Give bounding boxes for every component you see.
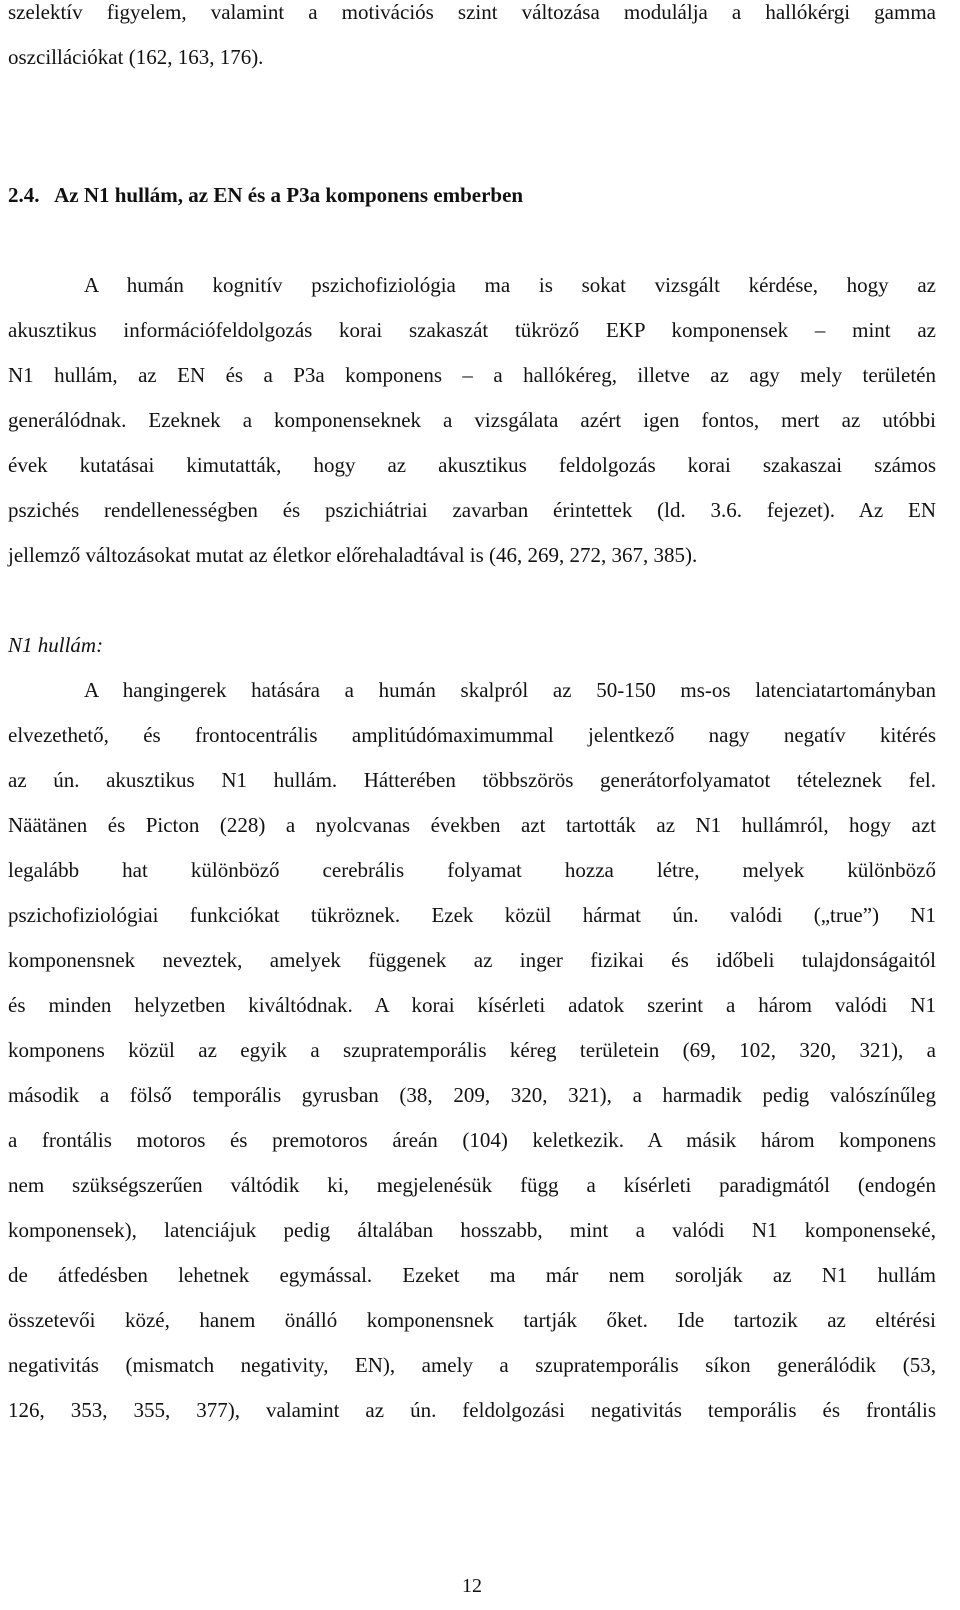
paragraph-line: A humán kognitív pszichofiziológia ma is sokat vizsgált kérdése, hogy az [84, 273, 936, 297]
paragraph-line: második a fölső temporális gyrusban (38, 209, 320, 321), a harmadik pedig valószínűleg [8, 1083, 936, 1107]
section-number: 2.4. [8, 183, 40, 207]
paragraph-line: és minden helyzetben kiváltódnak. A korai kísérleti adatok szerint a három valódi N1 [8, 993, 936, 1017]
intro-line: oszcillációkat (162, 163, 176). [8, 45, 264, 69]
paragraph-line: jellemző változásokat mutat az életkor előrehaladtával is (46, 269, 272, 367, 385). [8, 543, 698, 567]
paragraph-line: N1 hullám, az EN és a P3a komponens – a hallókéreg, illetve az agy mely területén [8, 363, 936, 387]
paragraph-line: komponensnek neveztek, amelyek függenek az inger fizikai és időbeli tulajdonságaitól [8, 948, 936, 972]
paragraph-line: komponens közül az egyik a szupratemporális kéreg területein (69, 102, 320, 321), a [8, 1038, 936, 1062]
paragraph-line: pszichés rendellenességben és pszichiátriai zavarban érintettek (ld. 3.6. fejezet). Az EN [8, 498, 936, 522]
paragraph-line: Näätänen és Picton (228) a nyolcvanas években azt tartották az N1 hullámról, hogy azt [8, 813, 936, 837]
paragraph-line: A hangingerek hatására a humán skalpról az 50-150 ms-os latenciatartományban [84, 678, 936, 702]
paragraph-line: összetevői közé, hanem önálló komponensnek tartják őket. Ide tartozik az eltérési [8, 1308, 936, 1332]
paragraph-line: akusztikus információfeldolgozás korai szakaszát tükröző EKP komponensek – mint az [8, 318, 936, 342]
paragraph-line: komponensek), latenciájuk pedig általában hosszabb, mint a valódi N1 komponenseké, [8, 1218, 936, 1242]
intro-paragraph-end [8, 47, 936, 68]
paragraph-line: pszichofiziológiai funkciókat tükröznek. Ezek közül hármat ún. valódi („true”) N1 [8, 903, 936, 927]
paragraph-line: nem szükségszerűen váltódik ki, megjelenésük függ a kísérleti paradigmától (endogén [8, 1173, 936, 1197]
subheading-text: N1 hullám: [8, 633, 104, 657]
paragraph-line: de átfedésben lehetnek egymással. Ezeket ma már nem sorolják az N1 hullám [8, 1263, 936, 1287]
paragraph-1 [8, 275, 936, 566]
paragraph-2 [8, 680, 936, 1421]
paragraph-line: elvezethető, és frontocentrális amplitúdómaximummal jelentkező nagy negatív kitérés [8, 723, 936, 747]
intro-line: szelektív figyelem, valamint a motivációs szint változása modulálja a hallókérgi gamma [8, 0, 936, 24]
page-number: 12 [462, 1575, 482, 1597]
subheading-n1 [8, 635, 936, 656]
paragraph-line: generálódnak. Ezeknek a komponenseknek a vizsgálata azért igen fontos, mert az utóbbi [8, 408, 936, 432]
intro-paragraph [8, 2, 936, 23]
section-title: Az N1 hullám, az EN és a P3a komponens emberben [54, 183, 524, 207]
section-heading [8, 185, 936, 206]
paragraph-line: legalább hat különböző cerebrális folyamat hozza létre, melyek különböző [8, 858, 936, 882]
paragraph-line: az ún. akusztikus N1 hullám. Hátterében többszörös generátorfolyamatot tételeznek fel. [8, 768, 936, 792]
paragraph-line: 126, 353, 355, 377), valamint az ún. feldolgozási negativitás temporális és frontális [8, 1398, 936, 1422]
paragraph-line: negativitás (mismatch negativity, EN), amely a szupratemporális síkon generálódik (53, [8, 1353, 936, 1377]
paragraph-line: a frontális motoros és premotoros áreán (104) keletkezik. A másik három komponens [8, 1128, 936, 1152]
paragraph-line: évek kutatásai kimutatták, hogy az akusztikus feldolgozás korai szakaszai számos [8, 453, 936, 477]
